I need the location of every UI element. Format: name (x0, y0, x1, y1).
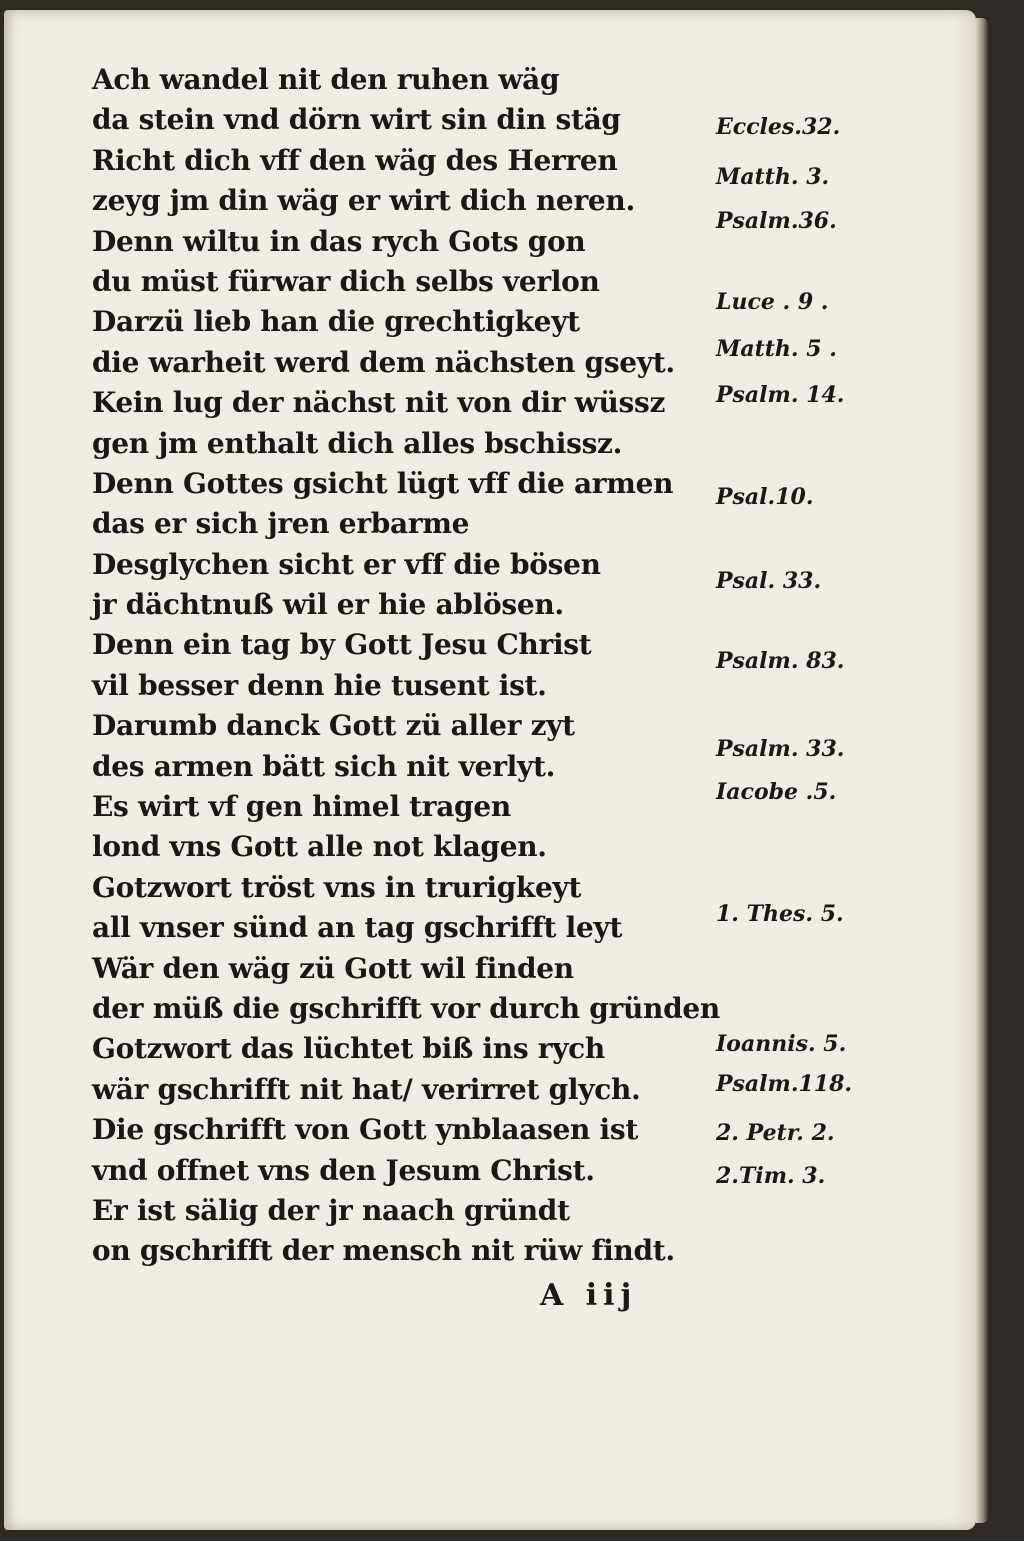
marginal-reference: Psalm. 33. (716, 736, 845, 762)
page-edge (976, 18, 988, 1523)
verse-line: vnd offnet vns den Jesum Christ. (92, 1153, 595, 1187)
verse-line: Er ist sälig der jr naach gründt (92, 1193, 570, 1227)
verse-line: lond vns Gott alle not klagen. (92, 830, 547, 864)
marginal-reference: Psal. 33. (716, 568, 822, 594)
signature-mark: A iij (540, 1278, 638, 1313)
verse-line: Es wirt vf gen himel tragen (92, 790, 511, 824)
marginal-reference: 1. Thes. 5. (716, 901, 844, 927)
verse-line: das er sich jren erbarme (92, 507, 470, 541)
marginal-reference: Iacobe .5. (716, 779, 837, 805)
verse-line: gen jm enthalt dich alles bschissz. (92, 426, 623, 460)
verse-line: all vnser sünd an tag gschrifft leyt (92, 911, 623, 945)
verse-line: Denn wiltu in das rych Gots gon (92, 224, 586, 258)
verse-line: Wär den wäg zü Gott wil finden (92, 951, 574, 985)
verse-line: Desglychen sicht er vff die bösen (92, 547, 601, 581)
verse-line: Denn ein tag by Gott Jesu Christ (92, 628, 592, 662)
verse-line: Gotzwort tröst vns in trurigkeyt (92, 870, 582, 904)
marginal-reference: Psalm. 83. (716, 648, 845, 674)
verse-line: Richt dich vff den wäg des Herren (92, 143, 618, 177)
verse-line: Gotzwort das lüchtet biß ins rych (92, 1032, 605, 1066)
marginal-reference: Ioannis. 5. (716, 1031, 847, 1057)
verse-line: Darumb danck Gott zü aller zyt (92, 709, 575, 743)
verse-line: Kein lug der nächst nit von dir wüssz (92, 386, 666, 420)
verse-line: on gschrifft der mensch nit rüw findt. (92, 1234, 675, 1268)
verse-line: Darzü lieb han die grechtigkeyt (92, 305, 580, 339)
marginal-reference: Matth. 3. (716, 164, 830, 190)
verse-line: Die gschrifft von Gott ynblaasen ist (92, 1113, 638, 1147)
marginal-reference: Eccles.32. (716, 114, 841, 140)
verse-text (92, 60, 720, 1272)
verse-line: jr dächtnuß wil er hie ablösen. (92, 588, 564, 622)
marginal-reference: 2. Petr. 2. (716, 1120, 835, 1146)
verse-line: des armen bätt sich nit verlyt. (92, 749, 556, 783)
verse-line: wär gschrifft nit hat/ verirret glych. (92, 1072, 641, 1106)
marginal-reference: Matth. 5 . (716, 336, 837, 362)
marginal-reference: Psal.10. (716, 484, 814, 510)
verse-line: die warheit werd dem nächsten gseyt. (92, 345, 675, 379)
verse-line: Ach wandel nit den ruhen wäg (92, 63, 560, 96)
verse-line: Denn Gottes gsicht lügt vff die armen (92, 466, 674, 500)
verse-line: der müß die gschrifft vor durch gründen (92, 991, 720, 1025)
marginal-reference: Luce . 9 . (716, 289, 829, 315)
verse-line: da stein vnd dörn wirt sin din stäg (92, 103, 621, 137)
verse-line: zeyg jm din wäg er wirt dich neren. (92, 184, 635, 218)
marginal-reference: Psalm. 14. (716, 382, 845, 408)
verse-line: du müst fürwar dich selbs verlon (92, 264, 600, 298)
marginal-reference: Psalm.118. (716, 1071, 853, 1097)
marginal-reference: Psalm.36. (716, 208, 837, 234)
verse-line: vil besser denn hie tusent ist. (92, 668, 547, 702)
marginal-reference: 2.Tim. 3. (716, 1163, 826, 1189)
